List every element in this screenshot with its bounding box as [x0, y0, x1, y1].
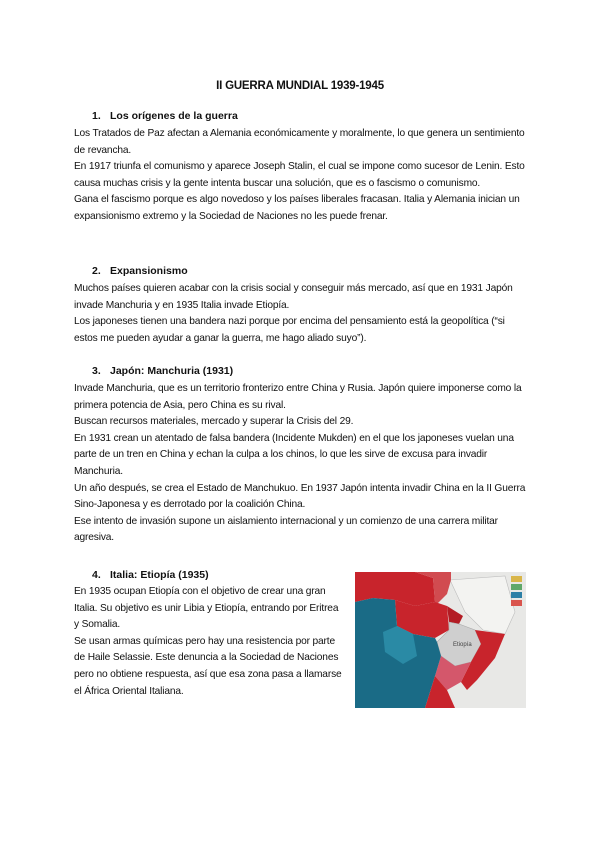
section-title: Italia: Etiopía (1935): [110, 569, 209, 581]
section-title: Japón: Manchuria (1931): [110, 365, 234, 377]
section-number: 3.: [92, 365, 101, 377]
section-number: 2.: [92, 265, 101, 277]
section-title: Expansionismo: [110, 265, 188, 277]
paragraph: Un año después, se crea el Estado de Manchukuo. En 1937 Japón intenta invadir China en la II Guerra Sino-Japonesa y es derrotado por la coalición China.: [74, 482, 526, 511]
east-africa-map-image: [355, 572, 526, 708]
paragraph: Se usan armas químicas pero hay una resistencia por parte de Haile Selassie. Este denuncia a la Sociedad de Naciones pero no obtiene respuesta, así que esa zona pasa a llamarse el África Oriental Italiana.: [74, 635, 342, 697]
legend-swatch: [511, 592, 522, 598]
paragraph: Muchos países quieren acabar con la crisis social y conseguir más mercado, así que en 1931 Japón invade Manchuria y en 1935 Italia invade Etiopía.: [74, 283, 513, 311]
page-title: II GUERRA MUNDIAL 1939-1945: [216, 80, 384, 92]
paragraph: En 1917 triunfa el comunismo y aparece Joseph Stalin, el cual se impone como sucesor de Lenin. Esto causa muchas crisis y la gente intenta buscar una solución, que es o fascismo o comunismo.: [74, 161, 525, 189]
legend-swatch: [511, 584, 522, 590]
paragraph: Ese intento de invasión supone un aislamiento internacional y un comienzo de una carrera militar agresiva.: [74, 515, 498, 544]
paragraph: En 1931 crean un atentado de falsa bandera (Incidente Mukden) en el que los japoneses vuelan una parte de un tren en China y echan la culpa a los chinos, lo que les sirve de excusa para invadir Manchuria.: [74, 432, 514, 477]
section-title: Los orígenes de la guerra: [110, 110, 238, 122]
paragraph: Gana el fascismo porque es algo novedoso y los países liberales fracasan. Italia y Alemania inician un expansionismo extremo y la Sociedad de Naciones no les puede frenar.: [74, 194, 520, 222]
section-number: 4.: [92, 569, 101, 581]
section-body-italy: [74, 584, 342, 700]
section-body-japan: [74, 381, 526, 547]
section-number: 1.: [92, 110, 101, 122]
paragraph: Los japoneses tienen una bandera nazi porque por encima del pensamiento está la geopolítica (“si estos me pueden ayudar a ganar la guerra, me hago aliado suyo”).: [74, 316, 505, 344]
paragraph: Invade Manchuria, que es un territorio fronterizo entre China y Rusia. Japón quiere imponerse como la primera potencia de Asia, pero China es su rival.: [74, 383, 522, 411]
section-body-origins: [74, 126, 526, 226]
map-label-ethiopia: Etiopía: [453, 642, 472, 648]
paragraph: Buscan recursos materiales, mercado y superar la Crisis del 29.: [74, 416, 354, 428]
paragraph: Los Tratados de Paz afectan a Alemania económicamente y moralmente, lo que genera un sentimiento de revancha.: [74, 128, 525, 156]
section-body-expansionism: [74, 281, 526, 347]
paragraph: En 1935 ocupan Etiopía con el objetivo de crear una gran Italia. Su objetivo es unir Libia y Etiopía, entrando por Eritrea y Somalia.: [74, 586, 339, 631]
legend-swatch: [511, 600, 522, 606]
legend-swatch: [511, 576, 522, 582]
